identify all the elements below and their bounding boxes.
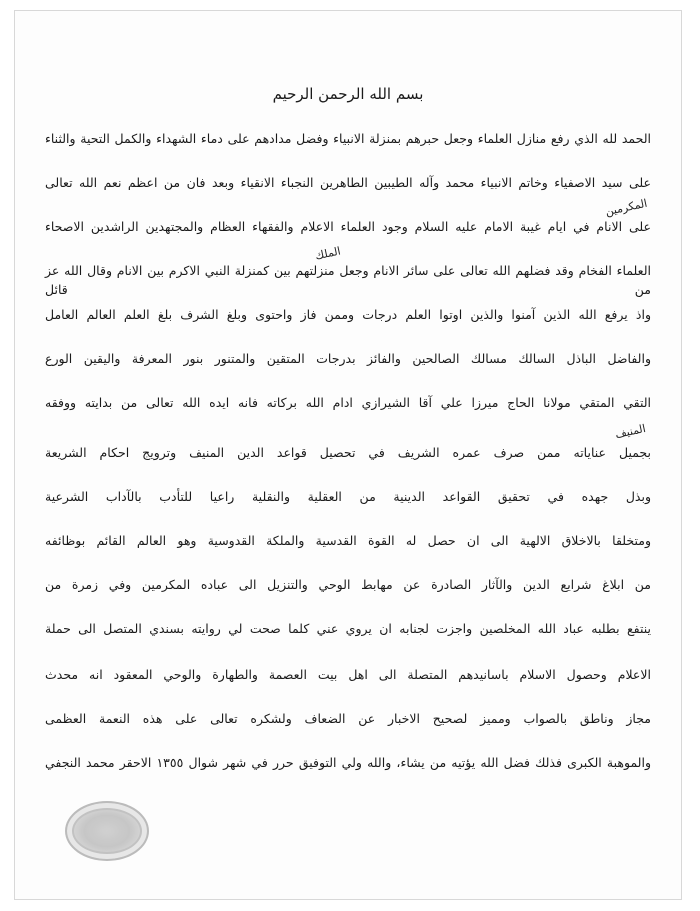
text-line-10: ومتخلقا بالاخلاق الالهية الى ان حصل له القوة القدسية والملكة القدوسية وهو العالم القائم بوظائفه <box>45 533 651 548</box>
text-line-4: العلماء الفخام وقد فضلهم الله تعالى على سائر الانام وجعل منزلتهم بين كمنزلة النبي الاكرم بين الانام وقال الله عز من قائل <box>45 263 651 297</box>
margin-note-2: الملك <box>313 244 342 263</box>
text-line-7: التقي المتقي مولانا الحاج ميرزا علي آقا الشيرازي ادام الله بركاته فانه ايده الله تعالى من بدايته ووفقه <box>45 395 651 410</box>
text-line-15: والموهبة الكبرى فذلك فضل الله يؤتيه من يشاء، والله ولي التوفيق حرر في شهر شوال ١٣٥٥ الاحقر محمد النجفي <box>45 755 651 770</box>
text-line-12: ينتفع بطلبه عباد الله المخلصين واجزت لجنابه ان يروي عني كلما صحت لي روايته بسندي المتصل الى حملة <box>45 621 651 636</box>
text-line-5: واذ يرفع الله الذين آمنوا والذين اوتوا العلم درجات وممن فاز واحتوى وبلغ الشرف بلغ العلم العالم العامل <box>45 307 651 322</box>
text-line-2: على سيد الاصفياء وخاتم الانبياء محمد وآله الطيبين الطاهرين النجباء الانقياء وبعد فان من اعظم نعم الله تعالى <box>45 175 651 190</box>
margin-note-3: المنيف <box>613 421 647 442</box>
text-line-9: وبذل جهده في تحقيق القواعد الدينية من العقلية والنقلية راعيا للتأدب بالآداب الشرعية <box>45 489 651 504</box>
text-line-1: الحمد لله الذي رفع منازل العلماء وجعل حبرهم بمنزلة الانبياء وفضل مدادهم على دماء الشهداء والكمل التحية والثناء <box>45 131 651 146</box>
text-line-3: على الانام في ايام غيبة الامام عليه السلام وجود العلماء الاعلام والفقهاء العظام والمجتهدين الراشدين الاصحاء <box>45 219 651 234</box>
text-line-11: من ابلاغ شرايع الدين والآثار الصادرة عن مهابط الوحي والتنزيل الى عباده المكرمين وفي زمرة من <box>45 577 651 592</box>
text-line-13: الاعلام وحصول الاسلام باسانيدهم المتصلة الى اهل بيت العصمة والطهارة والوحي المعقود انه محدث <box>45 667 651 682</box>
margin-note-1: المكرمين <box>604 196 649 219</box>
seal-stamp <box>65 801 149 861</box>
text-line-6: والفاضل الباذل السالك مسالك الصالحين والفائز بدرجات المتقين والمتنور بنور المعرفة واليقين الورع <box>45 351 651 366</box>
text-line-14: مجاز وناطق بالصواب ومميز لصحيح الاخبار عن الضعاف ولشكره تعالى على هذه النعمة العظمى <box>45 711 651 726</box>
basmala-heading: بسم الله الرحمن الرحيم <box>272 85 424 103</box>
manuscript-page <box>14 10 682 900</box>
text-line-8: بجميل عناياته ممن صرف عمره الشريف في تحصيل قواعد الدين المنيف وترويج احكام الشريعة <box>45 445 651 460</box>
